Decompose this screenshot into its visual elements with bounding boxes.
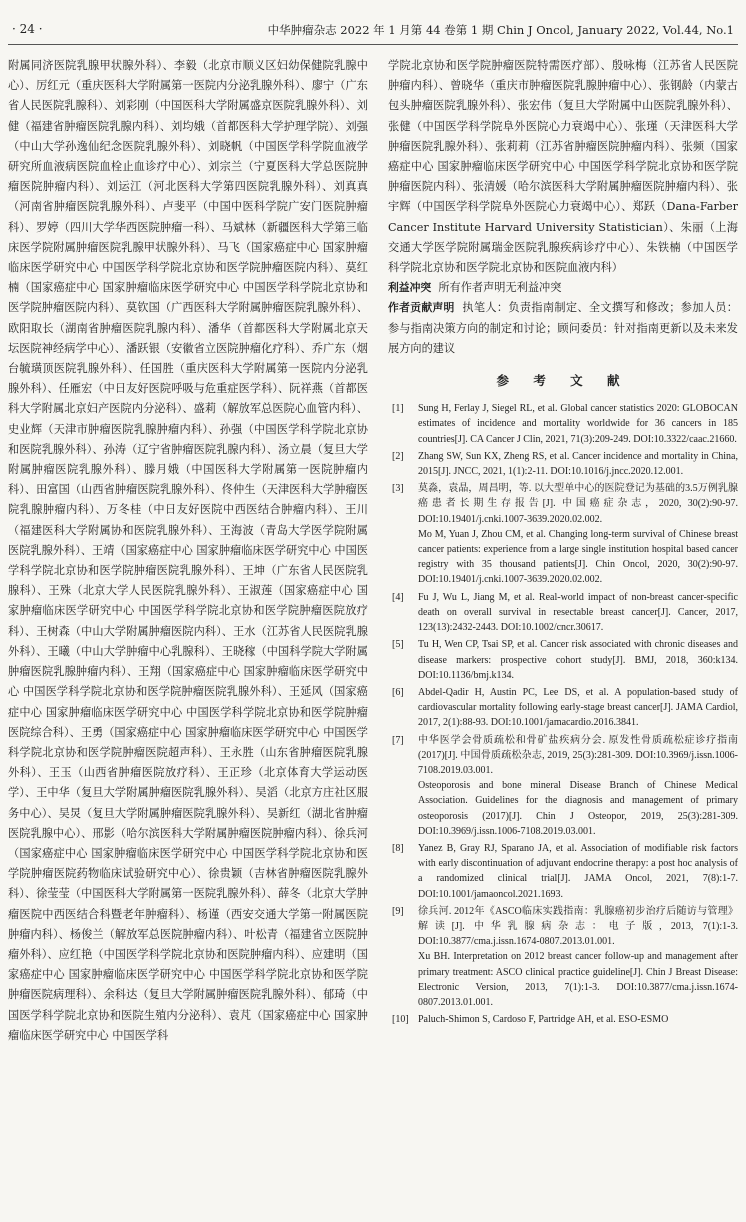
reference-text: Tu H, Wen CP, Tsai SP, et al. Cancer risk associated with chronic diseases and disease markers: prospective cohort study[J]. BMJ, 2018, 360:k134. DOI:10.1136/bmj.k134. (418, 639, 738, 681)
right-column (388, 56, 738, 1029)
reference-number: [10] (392, 1014, 409, 1026)
reference-text: 徐兵河. 2012年《ASCO临床实践指南：乳腺癌初步治疗后随访与管理》解读[J]. 中华乳腺病杂志：电子版, 2013, 7(1):1-3. DOI:10.3877/cma.j.issn.1674-0807.2013.01.001. (418, 905, 738, 948)
reference-item (388, 481, 738, 587)
reference-text: Fu J, Wu L, Jiang M, et al. Real-world impact of non-breast cancer-specific death on overall survival in resectable breast cancer[J]. Cancer, 2017, 123(13):2432-2443. DOI:10.1002/cncr.30617. (418, 591, 738, 634)
reference-item (388, 733, 738, 839)
left-column (8, 56, 368, 1046)
header-rule (8, 44, 738, 45)
contributor-list-continued: 学院北京协和医学院肿瘤医院特需医疗部）、殷咏梅（江苏省人民医院肿瘤内科）、曾晓华（重庆市肿瘤医院乳腺肿瘤中心）、张钢龄（内蒙古包头肿瘤医院乳腺外科）、张宏伟（复旦大学附属中山医院乳腺外科）、张健（中国医学科学院阜外医院心力衰竭中心）、张瑾（天津医科大学肿瘤医院乳腺外科）、张莉莉（江苏省肿瘤医院肿瘤内科）、张频（国家癌症中心 国家肿瘤临床医学研究中心 中国医学科学院北京协和医学院肿瘤医院内科）、张清媛（哈尔滨医科大学附属肿瘤医院肿瘤内科）、张宇辉（中国医学科学院阜外医院心力衰竭中心）、郑跃（Dana-Farber Cancer Institute Harvard University Statistician）、朱丽（上海交通大学医学院附属瑞金医院乳腺疾病诊疗中心）、朱铁楠（中国医学科学院北京协和医学院北京协和医院血液内科） (388, 59, 738, 275)
reference-number: [9] (392, 905, 404, 917)
reference-text: Abdel-Qadir H, Austin PC, Lee DS, et al. A population-based study of cardiovascular mortality following early-stage breast cancer[J]. JAMA Cardiol, 2017, 2(1):88-93. DOI:10.1001/jamacardio.2016.3841. (418, 686, 738, 729)
reference-english-translation: Mo M, Yuan J, Zhou CM, et al. Changing long-term survival of Chinese breast cancer patients: experience from a large single institution hospital based cancer registry with 35 thousand patients[J]. Chin Oncol, 2020, 30(2):90-97. DOI:10.19401/j.cnki.1007-3639.2020.02.002. (418, 528, 738, 586)
reference-number: [2] (392, 450, 404, 462)
conflict-text: 所有作者声明无利益冲突 (438, 281, 562, 295)
page-number: · 24 · (12, 22, 43, 36)
reference-text: Paluch-Shimon S, Cardoso F, Partridge AH, et al. ESO-ESMO (418, 1014, 669, 1026)
reference-item (388, 685, 738, 731)
reference-english-translation: Osteoporosis and bone mineral Disease Branch of Chinese Medical Association. Guidelines for the diagnosis and management of primary osteoporosis (2017)[J]. Chin J Osteopor, 2019, 25(3):281-309. DOI:10.3969/j.issn.1006-7108.2019.03.001. (418, 780, 738, 837)
journal-citation: 中华肿瘤杂志 2022 年 1 月第 44 卷第 1 期 Chin J Oncol, January 2022, Vol.44, No.1 (267, 23, 734, 37)
reference-item (388, 841, 738, 902)
reference-item (388, 449, 738, 479)
reference-item (388, 1012, 738, 1027)
reference-list (388, 401, 738, 1027)
conflict-label: 利益冲突 (388, 281, 432, 295)
reference-item (388, 904, 738, 1010)
reference-number: [6] (392, 686, 404, 698)
reference-text: 莫淼，袁晶，周昌明，等. 以大型单中心的医院登记为基础的3.5万例乳腺癌患者长期生存报告[J]. 中国癌症杂志，2020, 30(2):90-97. DOI:10.19401/j.cnki.1007-3639.2020.02.002. (418, 483, 738, 525)
reference-number: [7] (392, 734, 404, 746)
references-heading: 参 考 文 献 (496, 373, 630, 389)
reference-english-translation: Xu BH. Interpretation on 2012 breast cancer follow-up and management after primary treatment: ASCO clinical practice guideline[J]. Chin J Breast Disease: Electronic Version, 2013, 7(1):1-3. DOI:10.3877/cma.j.issn.1674-0807.2013.01.001. (418, 951, 738, 1008)
reference-item (388, 401, 738, 447)
reference-item (388, 637, 738, 683)
contribution-text: 执笔人：负责指南制定、全文撰写和修改；参加人员：参与指南决策方向的制定和讨论；顾问委员：针对指南更新以及未来发展方向的建议 (388, 301, 738, 355)
contribution-label: 作者贡献声明 (388, 301, 455, 315)
reference-text: Sung H, Ferlay J, Siegel RL, et al. Global cancer statistics 2020: GLOBOCAN estimates of incidence and mortality worldwide for 36 cancers in 185 countries[J]. CA Cancer J Clin, 2021, 71(3):209-249. DOI:10.3322/caac.21660. (418, 403, 738, 445)
reference-number: [1] (392, 403, 404, 415)
reference-item (388, 590, 738, 636)
contributor-list: 附属同济医院乳腺甲状腺外科）、李毅（北京市顺义区妇幼保健院乳腺中心）、厉红元（重庆医科大学附属第一医院内分泌乳腺外科）、廖宁（广东省人民医院乳腺科）、刘彩刚（中国医科大学附属盛京医院乳腺外科）、刘健（福建省肿瘤医院乳腺内科）、刘均娥（首都医科大学护理学院）、刘强（中山大学孙逸仙纪念医院乳腺外科）、刘晓帆（中国医学科学院血液学研究所血液病医院血栓止血诊疗中心）、刘宗兰（宁夏医科大学总医院肿瘤医院肿瘤内科）、刘运江（河北医科大学第四医院乳腺外科）、刘真真（河南省肿瘤医院乳腺外科）、卢斐平（中国中医科学院广安门医院肿瘤科）、罗婷（四川大学华西医院肿瘤一科）、马斌林（新疆医科大学第三临床医学院附属肿瘤医院乳腺甲状腺外科）、马飞（国家癌症中心 国家肿瘤临床医学研究中心 中国医学科学院北京协和医学院肿瘤医院内科）、莫红楠（国家癌症中心 国家肿瘤临床医学研究中心 中国医学科学院北京协和医学院肿瘤医院内科）、莫钦国（广西医科大学附属肿瘤医院乳腺外科）、欧阳取长（湖南省肿瘤医院乳腺内科）、潘华（首都医科大学附属北京天坛医院神经病学中心）、潘跃银（安徽省立医院肿瘤化疗科）、乔广东（烟台毓璜顶医院乳腺外科）、任国胜（重庆医科大学附属第一医院内分泌乳腺外科）、任雁宏（中日友好医院呼吸与危重症医学科）、阮祥燕（首都医科大学附属北京妇产医院内分泌科）、盛莉（解放军总医院心血管内科）、史业辉（天津市肿瘤医院乳腺肿瘤内科）、孙强（中国医学科学院北京协和医院乳腺外科）、孙涛（辽宁省肿瘤医院乳腺内科）、汤立晨（复旦大学附属肿瘤医院乳腺外科）、滕月娥（中国医科大学附属第一医院肿瘤内科）、田富国（山西省肿瘤医院乳腺外科）、佟仲生（天津医科大学肿瘤医院乳腺肿瘤内科）、万冬桂（中日友好医院中西医结合肿瘤内科）、王川（福建医科大学附属协和医院乳腺外科）、王海波（青岛大学医学院附属医院乳腺外科）、王靖（国家癌症中心 国家肿瘤临床医学研究中心 中国医学科学院北京协和医学院肿瘤医院乳腺外科）、王坤（广东省人民医院乳腺科）、王殊（北京大学人民医院乳腺外科）、王淑莲（国家癌症中心 国家肿瘤临床医学研究中心 中国医学科学院北京协和医学院肿瘤医院放疗科）、王树森（中山大学附属肿瘤医院内科）、王水（江苏省人民医院乳腺外科）、王曦（中山大学肿瘤中心乳腺科）、王晓稼（中国科学院大学附属肿瘤医院乳腺肿瘤内科）、王翔（国家癌症中心 国家肿瘤临床医学研究中心 中国医学科学院北京协和医学院肿瘤医院乳腺外科）、王延风（国家癌症中心 国家肿瘤临床医学研究中心 中国医学科学院北京协和医学院肿瘤医院综合科）、王勇（国家癌症中心 国家肿瘤临床医学研究中心 中国医学科学院北京协和医学院肿瘤医院超声科）、王永胜（山东省肿瘤医院乳腺外科）、王玉（山西省肿瘤医院放疗科）、王正珍（北京体育大学运动医学）、王中华（复旦大学附属肿瘤医院乳腺外科）、吴滔（北京方庄社区服务中心）、吴炅（复旦大学附属肿瘤医院乳腺外科）、吴新红（湖北省肿瘤医院乳腺中心）、邢影（哈尔滨医科大学附属肿瘤医院肿瘤内科）、徐兵河（国家癌症中心 国家肿瘤临床医学研究中心 中国医学科学院北京协和医学院肿瘤医院药物临床试验研究中心）、徐贵颖（吉林省肿瘤医院乳腺外科）、徐莹莹（中国医科大学附属第一医院乳腺外科）、薛冬（北京大学肿瘤医院中西医结合科暨老年肿瘤科）、杨谨（西安交通大学第一附属医院肿瘤内科）、杨俊兰（解放军总医院肿瘤内科）、叶松青（福建省立医院肿瘤外科）、应红艳（中国医学科学院北京协和医院肿瘤内科）、应建明（国家癌症中心 国家肿瘤临床医学研究中心 中国医学科学院北京协和医学院肿瘤医院病理科）、余科达（复旦大学附属肿瘤医院乳腺外科）、郁琦（中国医学科学院北京协和医院生殖内分泌科）、袁芃（国家癌症中心 国家肿瘤临床医学研究中心 中国医学科 (8, 59, 368, 1042)
reference-text: 中华医学会骨质疏松和骨矿盐疾病分会. 原发性骨质疏松症诊疗指南(2017)[J]. 中国骨质疏松杂志, 2019, 25(3):281-309. DOI:10.3969/j.issn.1006-7108.2019.03.001. (418, 734, 738, 776)
reference-number: [4] (392, 591, 404, 603)
conflict-statement (388, 278, 738, 298)
reference-text: Yanez B, Gray RJ, Sparano JA, et al. Association of modifiable risk factors with early discontinuation of adjuvant endocrine therapy: a post hoc analysis of a randomized clinical trial[J]. JAMA Oncol, 2021, 7(8):1-7. DOI:10.1001/jamaoncol.2021.1693. (418, 842, 738, 900)
running-header (0, 22, 746, 42)
reference-number: [3] (392, 483, 404, 495)
reference-number: [5] (392, 639, 404, 651)
reference-text: Zhang SW, Sun KX, Zheng RS, et al. Cancer incidence and mortality in China, 2015[J]. JNCC, 2021, 1(1):2-11. DOI:10.1016/j.jncc.2020.12.001. (418, 450, 738, 478)
reference-number: [8] (392, 842, 404, 854)
contribution-statement (388, 298, 738, 359)
